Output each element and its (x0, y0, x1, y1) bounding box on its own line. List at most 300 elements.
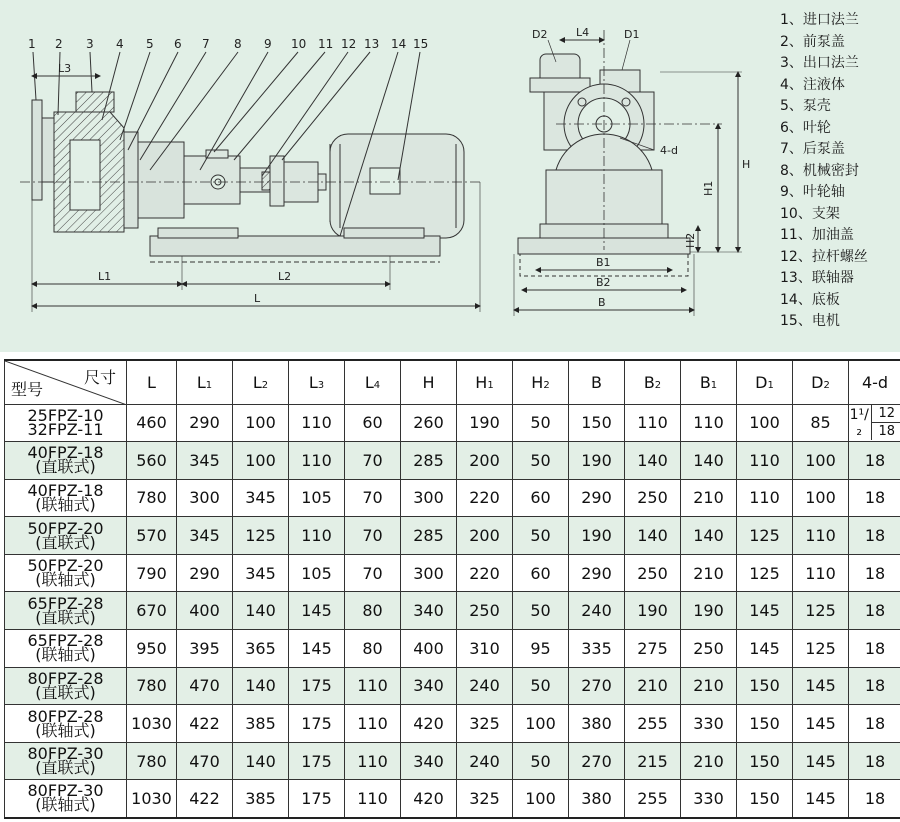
legend-item: 5、泵壳 (780, 98, 831, 114)
value-cell: 70 (345, 442, 401, 480)
part-number: 8 (234, 37, 242, 51)
value-cell: 250 (625, 554, 681, 592)
value-cell: 50 (513, 667, 569, 705)
baseplate (150, 236, 440, 256)
corner-label-model: 型号 (11, 379, 44, 399)
table-row (5, 742, 900, 780)
value-cell: 300 (401, 554, 457, 592)
column-header (737, 360, 793, 404)
value-cell: 365 (233, 630, 289, 668)
value-cell: 310 (457, 630, 513, 668)
value-cell: 260 (401, 404, 457, 442)
corner-label-size: 尺寸 (83, 368, 116, 387)
legend-item: 6、叶轮 (780, 119, 831, 136)
dim-D1: D1 (624, 28, 640, 41)
value-cell: 100 (233, 404, 289, 442)
side-view (20, 52, 480, 312)
value-cell: 110 (289, 517, 345, 555)
value-cell: 330 (681, 705, 737, 743)
value-cell: 210 (681, 742, 737, 780)
value-cell: 150 (737, 705, 793, 743)
part-number-labels (28, 37, 428, 51)
column-header-main: L (196, 372, 206, 392)
value-cell: 145 (737, 630, 793, 668)
value-cell: 1030 (127, 705, 177, 743)
dim-L: L (254, 292, 261, 305)
legend-item: 11、加油盖 (780, 227, 854, 243)
value-cell: 395 (177, 630, 233, 668)
table-row (5, 517, 900, 555)
part-number: 9 (264, 37, 272, 51)
value-cell: 300 (177, 479, 233, 517)
legend-item: 15、电机 (780, 313, 840, 329)
model-line: (直联式) (35, 532, 96, 552)
model-cell (5, 442, 127, 480)
model-cell (5, 630, 127, 668)
value-cell: 140 (233, 742, 289, 780)
value-cell: 270 (569, 742, 625, 780)
value-cell: 140 (233, 592, 289, 630)
column-header-main: L (147, 372, 156, 392)
column-header (793, 360, 849, 404)
value-cell: 100 (513, 705, 569, 743)
value-cell: 140 (625, 442, 681, 480)
column-header (289, 360, 345, 404)
value-cell: 80 (345, 630, 401, 668)
value-cell: 290 (569, 554, 625, 592)
column-header (127, 360, 177, 404)
value-cell: 140 (233, 667, 289, 705)
column-header-main: D (755, 372, 768, 392)
part-number: 7 (202, 37, 210, 51)
value-cell: 70 (345, 479, 401, 517)
legend-item: 8、机械密封 (780, 162, 859, 179)
value-cell: 18 (849, 479, 900, 517)
value-cell: 145 (289, 592, 345, 630)
value-cell: 470 (177, 667, 233, 705)
model-line: 80FPZ-28 (27, 706, 104, 726)
table-row (5, 705, 900, 743)
column-header-subscript: 2 (261, 379, 269, 391)
value-cell: 100 (513, 780, 569, 818)
dim-B: B (598, 296, 606, 309)
value-cell: 325 (457, 705, 513, 743)
table-row (5, 479, 900, 517)
dim-H: H (742, 158, 751, 171)
model-line: (直联式) (35, 607, 96, 627)
model-cell (5, 479, 127, 517)
hole-size-stack (871, 405, 900, 440)
value-cell: 210 (681, 554, 737, 592)
value-cell: 175 (289, 742, 345, 780)
column-header-subscript: 1 (767, 379, 774, 391)
part-number: 2 (55, 37, 63, 51)
value-cell: 70 (345, 517, 401, 555)
value-cell: 422 (177, 780, 233, 818)
column-header-main: 4-d (861, 372, 889, 392)
value-cell: 325 (457, 780, 513, 818)
table-row (5, 630, 900, 668)
value-cell: 240 (457, 742, 513, 780)
coupling (270, 156, 284, 206)
value-cell: 780 (127, 667, 177, 705)
value-cell: 125 (793, 592, 849, 630)
column-header-subscript: 3 (317, 379, 325, 391)
column-header (513, 360, 569, 404)
column-header (569, 360, 625, 404)
dim-D2: D2 (532, 28, 548, 41)
value-cell: 460 (127, 404, 177, 442)
value-cell: 145 (793, 667, 849, 705)
model-cell (5, 742, 127, 780)
value-cell: 240 (569, 592, 625, 630)
value-cell: 1030 (127, 780, 177, 818)
value-cell: 110 (345, 667, 401, 705)
part-number: 14 (391, 37, 407, 51)
table-row (5, 404, 900, 442)
model-line: 80FPZ-28 (27, 668, 104, 688)
value-cell: 175 (289, 667, 345, 705)
value-cell: 190 (625, 592, 681, 630)
value-cell: 285 (401, 517, 457, 555)
part-number: 3 (86, 37, 94, 51)
part-number: 12 (341, 37, 357, 51)
value-cell: 400 (177, 592, 233, 630)
value-cell: 220 (457, 479, 513, 517)
value-cell: 100 (793, 479, 849, 517)
value-cell: 345 (177, 442, 233, 480)
value-cell: 250 (681, 630, 737, 668)
table-row (5, 780, 900, 818)
value-cell: 345 (233, 479, 289, 517)
table-row (5, 592, 900, 630)
value-cell: 790 (127, 554, 177, 592)
column-header-subscript: 1 (487, 379, 494, 391)
value-cell: 380 (569, 705, 625, 743)
value-cell: 70 (345, 554, 401, 592)
part-number: 11 (318, 37, 334, 51)
value-cell: 385 (233, 705, 289, 743)
model-line: 65FPZ-28 (27, 631, 104, 651)
value-cell: 50 (513, 742, 569, 780)
column-header-subscript: 2 (823, 379, 830, 391)
value-cell: 190 (569, 442, 625, 480)
value-cell: 110 (345, 742, 401, 780)
part-number: 10 (291, 37, 307, 51)
value-cell: 345 (233, 554, 289, 592)
model-line: 40FPZ-18 (27, 443, 104, 463)
model-line: (联轴式) (35, 795, 96, 815)
value-cell: 420 (401, 780, 457, 818)
value-cell: 18 (849, 780, 900, 818)
legend-item: 4、注液体 (780, 76, 845, 93)
column-header (345, 360, 401, 404)
column-header-subscript: 2 (654, 379, 662, 391)
column-header-main: B (643, 372, 655, 392)
value-cell: 240 (457, 667, 513, 705)
part-number: 1 (28, 37, 36, 51)
value-cell: 18 (849, 592, 900, 630)
value-cell: 110 (737, 442, 793, 480)
parts-legend (780, 10, 898, 333)
model-line: (联轴式) (35, 494, 96, 514)
model-cell (5, 554, 127, 592)
hole-cell (849, 404, 900, 442)
legend-item: 10、支架 (780, 205, 840, 222)
value-cell: 220 (457, 554, 513, 592)
model-line: (联轴式) (35, 645, 96, 665)
value-cell: 950 (127, 630, 177, 668)
dim-L2: L2 (278, 270, 292, 283)
value-cell: 150 (569, 404, 625, 442)
dimension-table (4, 359, 900, 819)
value-cell: 145 (289, 630, 345, 668)
value-cell: 50 (513, 442, 569, 480)
value-cell: 190 (569, 517, 625, 555)
value-cell: 340 (401, 667, 457, 705)
hole-size-bottom: 18 (878, 424, 895, 440)
value-cell: 110 (737, 479, 793, 517)
value-cell: 110 (345, 780, 401, 818)
part-number: 5 (146, 37, 154, 51)
model-line: 50FPZ-20 (27, 518, 104, 538)
model-line: (直联式) (35, 758, 96, 778)
value-cell: 110 (625, 404, 681, 442)
value-cell: 150 (737, 742, 793, 780)
value-cell: 140 (681, 442, 737, 480)
value-cell: 250 (625, 479, 681, 517)
value-cell: 80 (345, 592, 401, 630)
value-cell: 18 (849, 442, 900, 480)
value-cell: 422 (177, 705, 233, 743)
column-header (233, 360, 289, 404)
table-body (5, 404, 900, 818)
value-cell: 110 (793, 554, 849, 592)
value-cell: 275 (625, 630, 681, 668)
part-number: 4 (116, 37, 124, 51)
value-cell: 150 (737, 667, 793, 705)
legend-item: 12、拉杆螺丝 (780, 248, 868, 265)
model-cell (5, 404, 127, 442)
value-cell: 125 (233, 517, 289, 555)
value-cell: 340 (401, 742, 457, 780)
value-cell: 300 (401, 479, 457, 517)
legend-item: 14、底板 (780, 291, 840, 308)
value-cell: 100 (233, 442, 289, 480)
legend-item: 13、联轴器 (780, 270, 854, 286)
column-header-main: L (308, 372, 318, 392)
value-cell: 110 (289, 404, 345, 442)
model-line: 40FPZ-18 (27, 480, 104, 500)
column-header-subscript: 4 (373, 379, 381, 391)
column-header-main: B (699, 372, 711, 392)
model-cell (5, 517, 127, 555)
dim-H2: H2 (684, 232, 697, 248)
value-cell: 345 (177, 517, 233, 555)
value-cell: 110 (345, 705, 401, 743)
value-cell: 110 (793, 517, 849, 555)
value-cell: 150 (737, 780, 793, 818)
value-cell: 145 (793, 742, 849, 780)
dim-4-d: 4-d (660, 144, 678, 157)
column-header (681, 360, 737, 404)
value-cell: 50 (513, 517, 569, 555)
column-header (849, 360, 900, 404)
value-cell: 145 (793, 705, 849, 743)
value-cell: 100 (737, 404, 793, 442)
column-header-main: B (591, 372, 602, 392)
value-cell: 340 (401, 592, 457, 630)
value-cell: 18 (849, 517, 900, 555)
dim-L1: L1 (98, 270, 112, 283)
value-cell: 290 (177, 404, 233, 442)
value-cell: 670 (127, 592, 177, 630)
value-cell: 140 (625, 517, 681, 555)
model-cell (5, 667, 127, 705)
technical-drawing (0, 0, 900, 352)
value-cell: 255 (625, 780, 681, 818)
column-header-subscript: 1 (710, 379, 718, 391)
value-cell: 400 (401, 630, 457, 668)
column-header (177, 360, 233, 404)
front-view (514, 30, 742, 316)
value-cell: 335 (569, 630, 625, 668)
table-header-row (5, 360, 900, 404)
corner-header (5, 360, 127, 404)
model-line: 65FPZ-28 (27, 593, 104, 613)
table-row (5, 442, 900, 480)
value-cell: 210 (625, 667, 681, 705)
legend-item: 1、进口法兰 (780, 12, 859, 28)
dim-B2: B2 (596, 276, 611, 289)
value-cell: 190 (681, 592, 737, 630)
value-cell: 420 (401, 705, 457, 743)
model-cell (5, 705, 127, 743)
value-cell: 18 (849, 554, 900, 592)
value-cell: 60 (513, 479, 569, 517)
model-line: (联轴式) (35, 570, 96, 590)
column-header-main: L (252, 372, 262, 392)
value-cell: 125 (793, 630, 849, 668)
value-cell: 95 (513, 630, 569, 668)
value-cell: 560 (127, 442, 177, 480)
model-line: (直联式) (35, 457, 96, 477)
model-cell (5, 780, 127, 818)
inlet-flange (32, 100, 42, 200)
model-line: 25FPZ-10 (27, 405, 104, 425)
legend-item: 3、出口法兰 (780, 55, 859, 71)
column-header-subscript: 1 (205, 379, 213, 391)
value-cell: 110 (681, 404, 737, 442)
value-cell: 110 (289, 442, 345, 480)
value-cell: 145 (737, 592, 793, 630)
dim-H1: H1 (702, 180, 715, 196)
column-header-main: H (475, 372, 488, 392)
model-cell (5, 592, 127, 630)
value-cell: 18 (849, 705, 900, 743)
part-number: 6 (174, 37, 182, 51)
column-header (401, 360, 457, 404)
value-cell: 210 (681, 667, 737, 705)
table-row (5, 554, 900, 592)
dim-B1: B1 (596, 256, 611, 269)
model-line: 80FPZ-30 (27, 781, 104, 801)
value-cell: 190 (457, 404, 513, 442)
value-cell: 125 (737, 554, 793, 592)
table-row (5, 667, 900, 705)
value-cell: 270 (569, 667, 625, 705)
column-header (457, 360, 513, 404)
column-header-main: D (811, 372, 824, 392)
value-cell: 285 (401, 442, 457, 480)
model-line: 80FPZ-30 (27, 744, 104, 764)
value-cell: 18 (849, 630, 900, 668)
value-cell: 125 (737, 517, 793, 555)
legend-item: 9、叶轮轴 (780, 184, 845, 200)
value-cell: 780 (127, 742, 177, 780)
value-cell: 175 (289, 705, 345, 743)
value-cell: 105 (289, 554, 345, 592)
value-cell: 60 (345, 404, 401, 442)
mixed-value (849, 405, 900, 440)
value-cell: 380 (569, 780, 625, 818)
value-cell: 200 (457, 517, 513, 555)
value-cell: 215 (625, 742, 681, 780)
value-cell: 200 (457, 442, 513, 480)
value-cell: 290 (177, 554, 233, 592)
legend-item: 2、前泵盖 (780, 33, 845, 50)
column-header (625, 360, 681, 404)
value-cell: 255 (625, 705, 681, 743)
dim-L3: L3 (58, 62, 72, 75)
value-cell: 290 (569, 479, 625, 517)
value-cell: 18 (849, 742, 900, 780)
part-number: 15 (413, 37, 429, 51)
column-header-main: H (422, 372, 435, 392)
column-header-main: H (531, 372, 544, 392)
model-line: (直联式) (35, 682, 96, 702)
value-cell: 570 (127, 517, 177, 555)
value-cell: 145 (793, 780, 849, 818)
value-cell: 330 (681, 780, 737, 818)
model-line: (联轴式) (35, 720, 96, 740)
hole-size-top: 12 (872, 405, 900, 423)
hole-size-fraction: 1¹/₂ (849, 406, 869, 439)
value-cell: 250 (457, 592, 513, 630)
value-cell: 140 (681, 517, 737, 555)
value-cell: 50 (513, 404, 569, 442)
model-line: 50FPZ-20 (27, 556, 104, 576)
value-cell: 385 (233, 780, 289, 818)
bracket (138, 142, 184, 218)
value-cell: 470 (177, 742, 233, 780)
value-cell: 18 (849, 667, 900, 705)
value-cell: 175 (289, 780, 345, 818)
value-cell: 50 (513, 592, 569, 630)
value-cell: 210 (681, 479, 737, 517)
column-header-subscript: 2 (543, 379, 550, 391)
value-cell: 85 (793, 404, 849, 442)
value-cell: 60 (513, 554, 569, 592)
value-cell: 105 (289, 479, 345, 517)
dim-L4: L4 (576, 26, 590, 39)
column-header-main: L (364, 372, 374, 392)
pump-diagram (0, 0, 780, 352)
value-cell: 100 (793, 442, 849, 480)
legend-item: 7、后泵盖 (780, 141, 845, 157)
model-line: 32FPZ-11 (27, 419, 104, 439)
part-number: 13 (364, 37, 380, 51)
